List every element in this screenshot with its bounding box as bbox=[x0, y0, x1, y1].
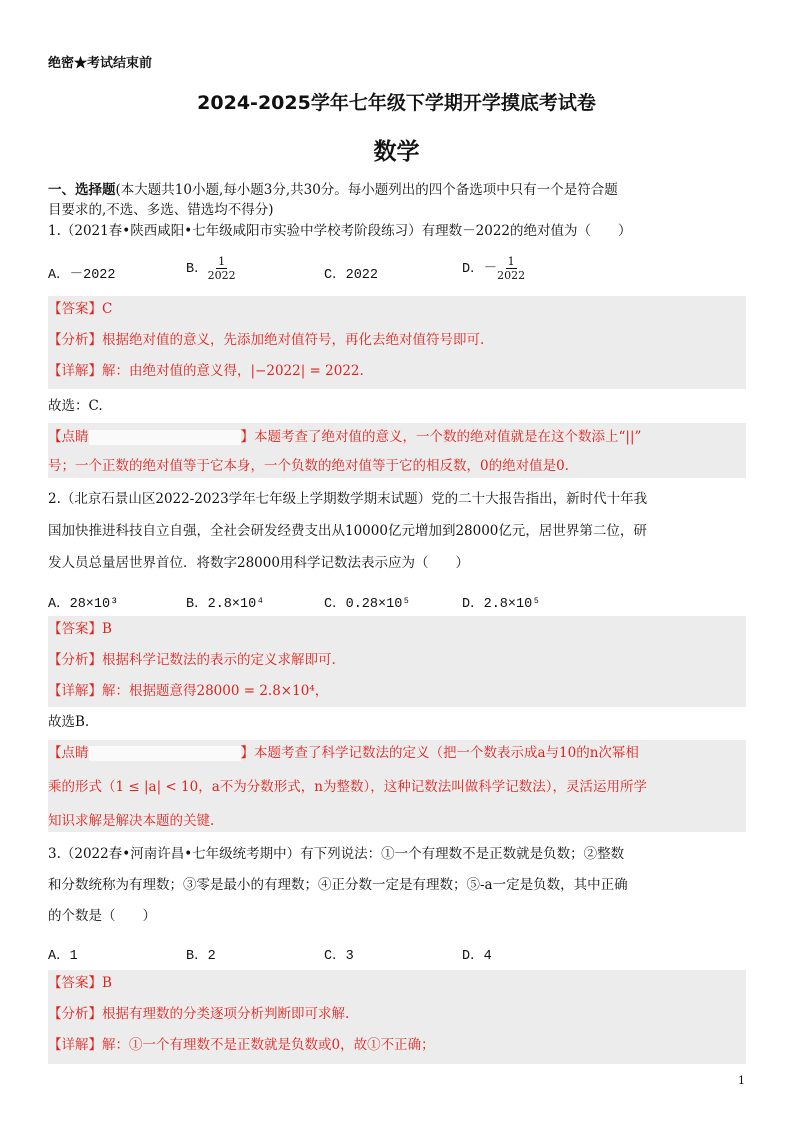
q2-stem-3: 发人员总量居世界首位．将数字28000用科学记数法表示应为（ ） bbox=[48, 555, 469, 571]
q3-stem-1: 3.（2022春•河南许昌•七年级统考期中）有下列说法：①一个有理数不是正数就是负数；②整数 bbox=[48, 846, 625, 862]
q1-detail: 【详解】解：由绝对值的意义得，|−2022| = 2022. bbox=[48, 363, 364, 379]
q1-option-b bbox=[186, 255, 236, 282]
q3-option-a: A．1 bbox=[48, 949, 78, 964]
q2-option-c: C．0.28×10⁵ bbox=[324, 597, 411, 612]
q2-analysis: 【分析】根据科学记数法的表示的定义求解即可. bbox=[48, 652, 336, 668]
q1-option-a: A．－2022 bbox=[48, 268, 116, 283]
exam-title: 2024-2025学年七年级下学期开学摸底考试卷 bbox=[197, 92, 596, 114]
section-intro bbox=[48, 181, 748, 199]
q1-comment-2: 号；一个正数的绝对值等于它本身，一个负数的绝对值等于它的相反数，0的绝对值是0. bbox=[48, 458, 569, 474]
q3-detail: 【详解】解：①一个有理数不是正数就是负数或0，故①不正确； bbox=[48, 1037, 435, 1053]
q2-answer: 【答案】B bbox=[48, 621, 112, 637]
q2-detail: 【详解】解：根据题意得28000 = 2.8×10⁴， bbox=[48, 683, 329, 699]
q1-comment: 【点睛 】本题考查了绝对值的意义，一个数的绝对值就是在这个数添上“||” bbox=[48, 429, 642, 445]
q2-comment: 【点睛 】本题考查了科学记数法的定义（把一个数表示成a与10的n次幂相 bbox=[48, 745, 639, 761]
q1-stem: 1.（2021春•陕西咸阳•七年级咸阳市实验中学校考阶段练习）有理数－2022的绝对值为（ ） bbox=[48, 223, 632, 239]
q2-stem-2: 国加快推进科技自立自强，全社会研发经费支出从10000亿元增加到28000亿元，居世界第二位，研 bbox=[48, 523, 647, 539]
q1-comment-blank bbox=[89, 430, 241, 445]
q1-option-d-fraction: $\frac{1}{2022}$ bbox=[497, 255, 526, 282]
q1-answer: 【答案】C bbox=[48, 301, 113, 317]
page-number: 1 bbox=[738, 1074, 745, 1087]
q2-option-d: D．2.8×10⁵ bbox=[462, 597, 541, 612]
q3-analysis: 【分析】根据有理数的分类逐项分析判断即可求解. bbox=[48, 1006, 350, 1022]
q3-option-b: B．2 bbox=[186, 949, 216, 964]
q2-comment-2: 乘的形式（1 ≤ |a| < 10，a不为分数形式，n为整数），这种记数法叫做科学记数法），灵活运用所学 bbox=[48, 779, 647, 795]
q3-stem-3: 的个数是（ ） bbox=[48, 908, 156, 924]
q1-choose: 故选：C. bbox=[48, 398, 103, 414]
q2-stem-1: 2.（北京石景山区2022-2023学年七年级上学期数学期末试题）党的二十大报告指出，新时代十年我 bbox=[48, 491, 648, 507]
q1-option-d-label: D．－ bbox=[462, 262, 498, 278]
q2-option-b: B．2.8×10⁴ bbox=[186, 597, 265, 612]
q1-option-c: C．2022 bbox=[324, 268, 379, 283]
section-desc-1: (本大题共10小题,每小题3分,共30分。每小题列出的四个备选项中只有一个是符合题 bbox=[115, 182, 618, 198]
q1-analysis: 【分析】根据绝对值的意义，先添加绝对值符号，再化去绝对值符号即可. bbox=[48, 332, 485, 348]
section-desc-2: 目要求的,不选、多选、错选均不得分) bbox=[48, 202, 274, 218]
q3-option-c: C．3 bbox=[324, 949, 354, 964]
subject-title: 数学 bbox=[373, 138, 420, 165]
q2-comment-blank bbox=[89, 746, 241, 761]
q1-option-b-label: B． bbox=[186, 262, 208, 278]
q3-stem-2: 和分数统称为有理数；③零是最小的有理数；④正分数一定是有理数；⑤-a一定是负数，其中正确 bbox=[48, 877, 628, 893]
q2-comment-3: 知识求解是解决本题的关键. bbox=[48, 813, 215, 829]
q3-option-d: D．4 bbox=[462, 949, 492, 964]
section-heading: 一、选择题 bbox=[48, 182, 116, 198]
q3-answer: 【答案】B bbox=[48, 975, 112, 991]
q2-choose: 故选B. bbox=[48, 714, 90, 730]
q2-option-a: A．28×10³ bbox=[48, 597, 119, 612]
confidential-label: 绝密★考试结束前 bbox=[48, 56, 153, 71]
q1-option-d bbox=[462, 255, 525, 282]
q1-option-b-fraction: $\frac{1}{2022}$ bbox=[207, 255, 236, 282]
